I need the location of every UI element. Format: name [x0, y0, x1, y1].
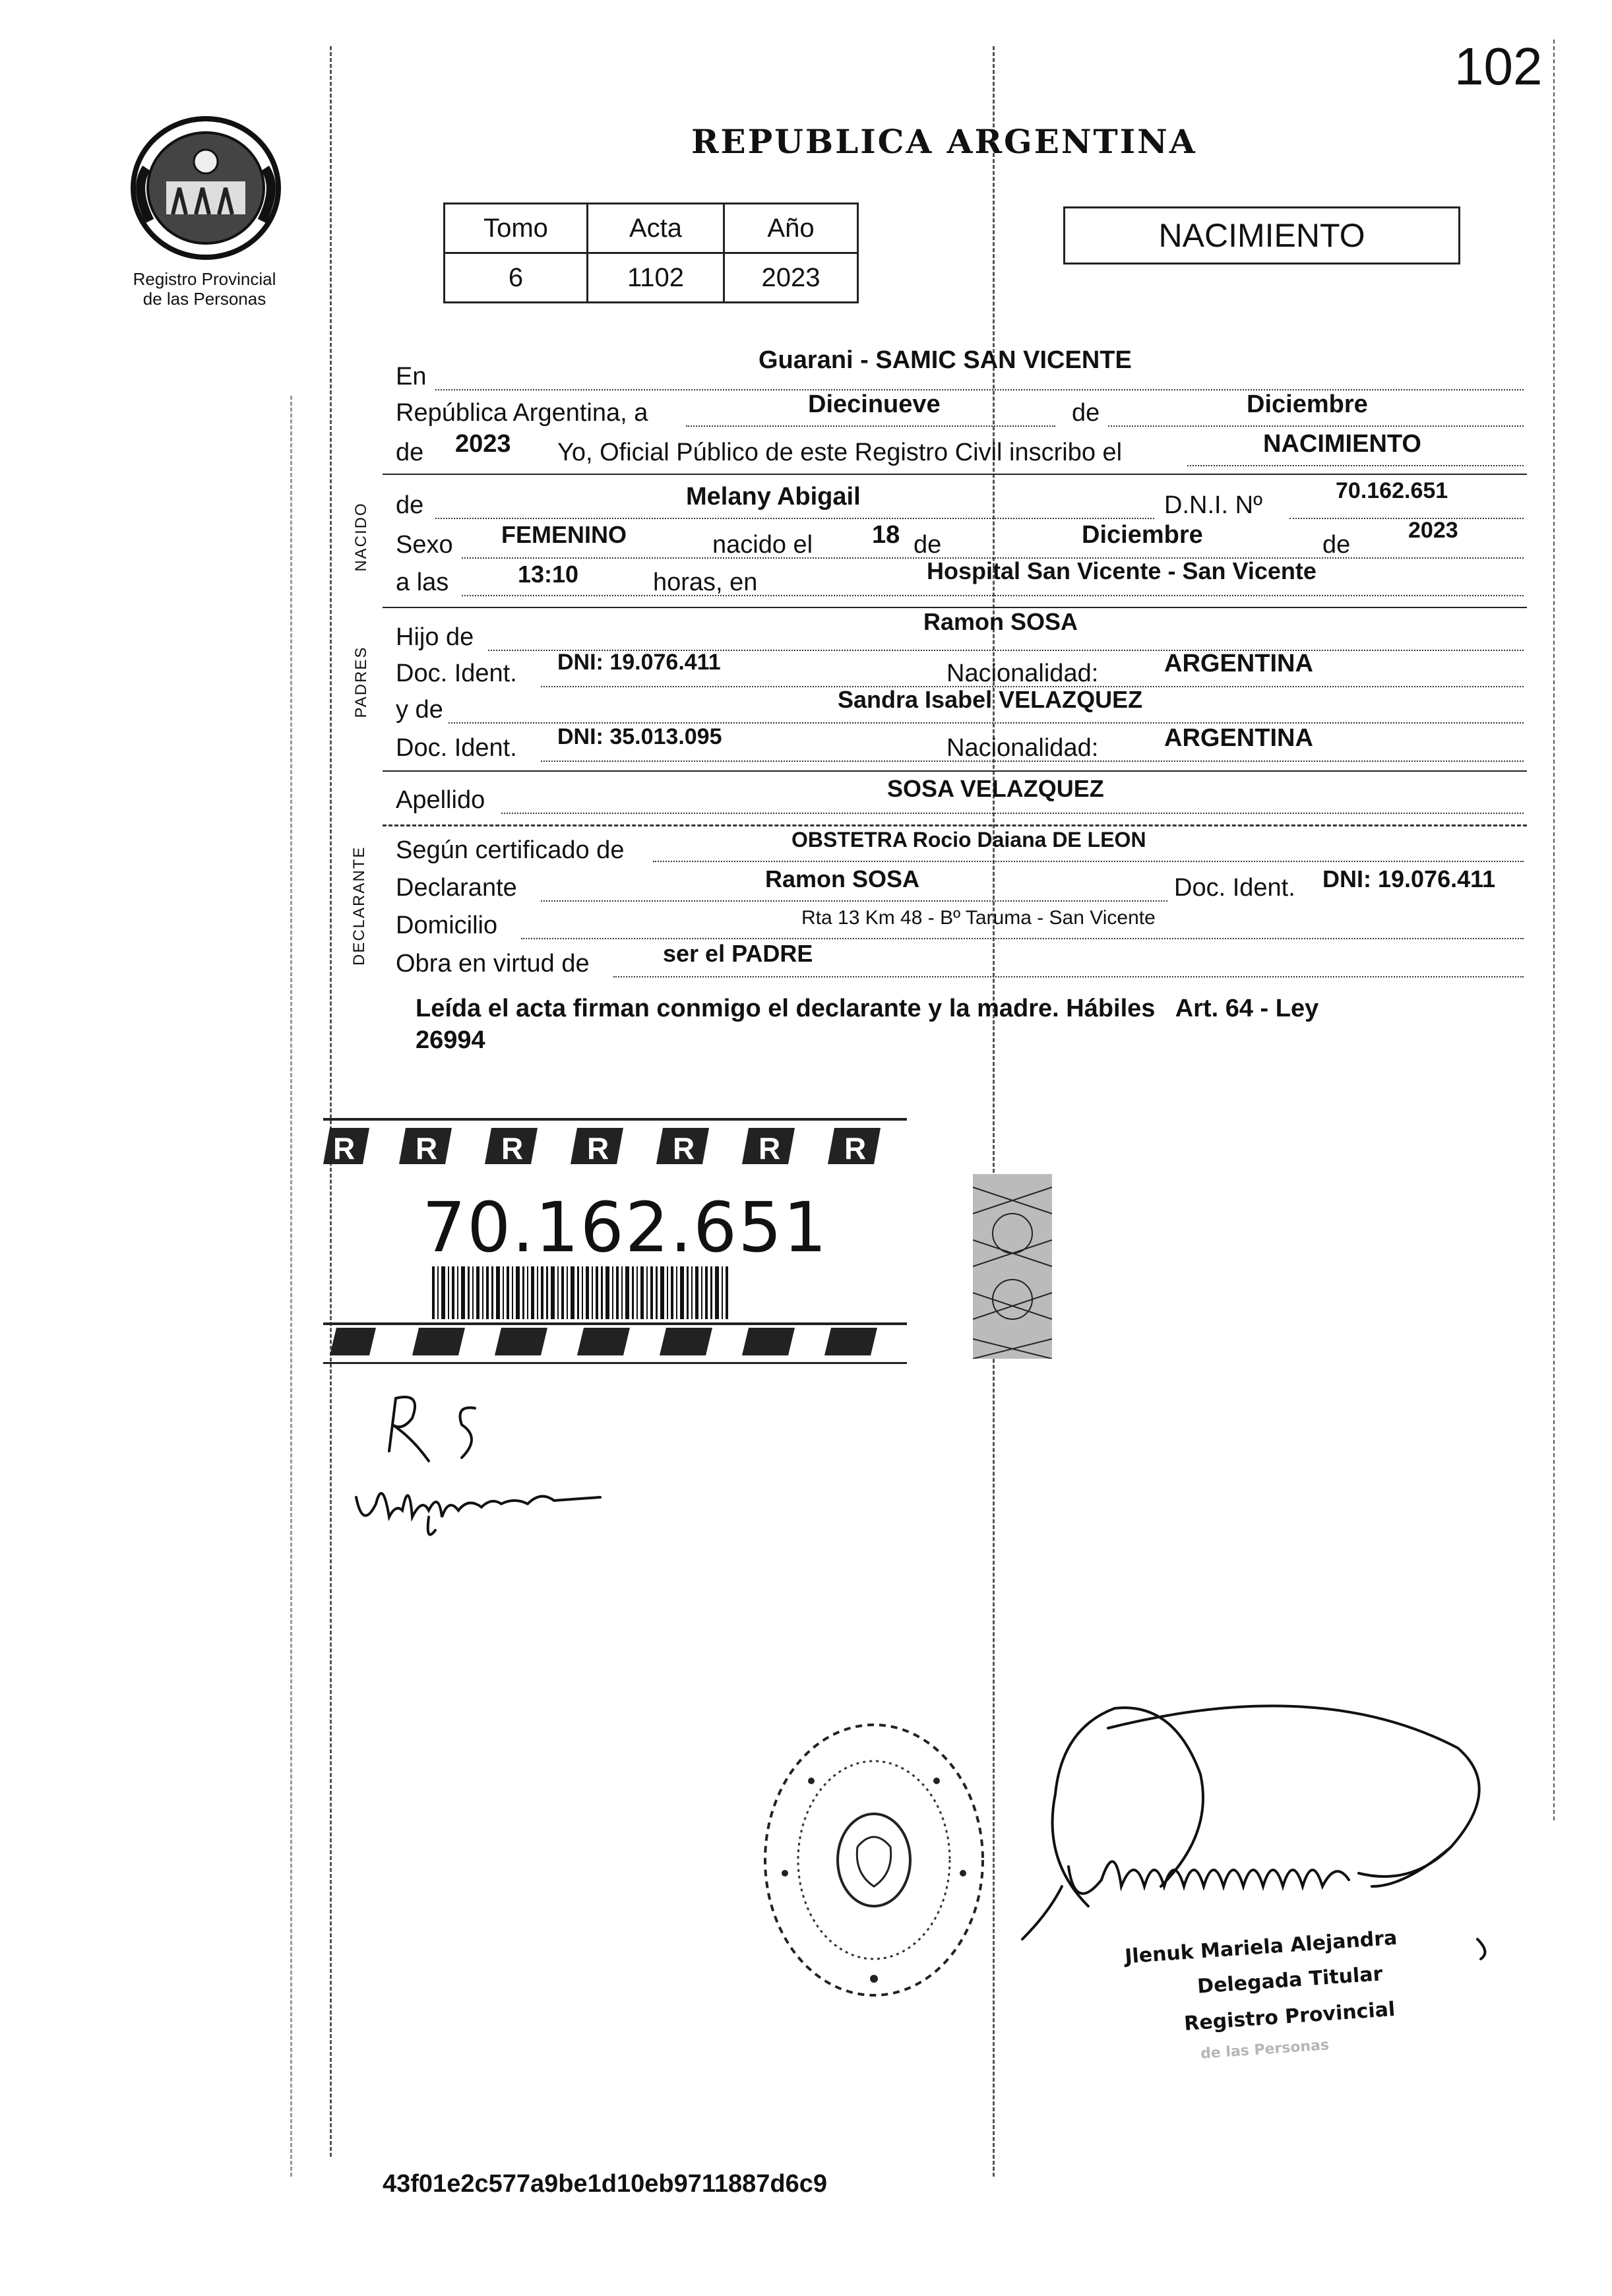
segun-value: OBSTETRA Rocio Daiana DE LEON: [791, 828, 1146, 852]
label-number: 70.162.651: [422, 1187, 828, 1268]
dni-label: D.N.I. Nº: [1164, 491, 1262, 519]
domicilio-line: [521, 938, 1524, 939]
segun-line: [653, 861, 1524, 862]
official-stamp: [745, 1702, 1003, 2018]
record-type-box: [1063, 206, 1460, 264]
record-type: NACIMIENTO: [1158, 217, 1365, 254]
horas-label: horas, en: [653, 569, 758, 596]
misiones-seal-icon: [120, 109, 292, 267]
declarant-signature: [350, 1379, 679, 1550]
yde-label: y de: [396, 696, 443, 724]
acta-value: 1102: [588, 253, 724, 303]
registry-name: [106, 269, 303, 309]
document-hash: 43f01e2c577a9be1d10eb9711887d6c9: [383, 2170, 828, 2198]
obra-label: Obra en virtud de: [396, 950, 590, 977]
doc-label: Doc. Ident.: [396, 660, 517, 687]
apellido-value: SOSA VELAZQUEZ: [887, 775, 1104, 802]
sexo-label: Sexo: [396, 531, 453, 559]
mes-line: [1108, 425, 1524, 427]
madre-doc: DNI: 35.013.095: [557, 724, 722, 749]
nombre-value: Melany Abigail: [686, 483, 861, 511]
left-margin-fold: [330, 46, 332, 2157]
official-signature: [1003, 1689, 1537, 1966]
de2-label: de: [396, 439, 424, 466]
officer-line-4: de las Personas: [1200, 2037, 1330, 2063]
divider-4: [383, 824, 1527, 826]
nac-label: Nacionalidad:: [946, 660, 1099, 687]
obra-value: ser el PADRE: [663, 940, 813, 967]
page-number: 102: [1454, 37, 1543, 96]
svg-text:R: R: [501, 1131, 524, 1165]
madre-line: [449, 722, 1524, 724]
padre-doc: DNI: 19.076.411: [557, 650, 721, 675]
padre-nac: ARGENTINA: [1164, 650, 1313, 677]
svg-text:R: R: [759, 1131, 781, 1165]
anio-value: 2023: [724, 253, 858, 303]
lugar-value: Hospital San Vicente - San Vicente: [927, 557, 1317, 584]
inscribo-line: [1187, 465, 1524, 466]
obra-line: [613, 976, 1524, 977]
apellido-label: Apellido: [396, 786, 485, 814]
apellido-line: [501, 813, 1524, 814]
de5-label: de: [1322, 531, 1351, 559]
nac-anio: 2023: [1408, 518, 1458, 543]
alas-label: a las: [396, 569, 449, 596]
anio-value-field: 2023: [455, 430, 511, 458]
doc2-label: Doc. Ident.: [396, 734, 517, 762]
tomo-header: Tomo: [445, 204, 588, 253]
hologram-icon: [973, 1174, 1052, 1359]
closing-line-1: Leída el acta firman conmigo el declarante y la madre. Hábiles Art. 64 - Ley: [416, 995, 1319, 1022]
officer-line-2: Delegada Titular: [1196, 1962, 1384, 1999]
left-edge-marks: [290, 396, 292, 2177]
dni-value: 70.162.651: [1336, 478, 1448, 503]
closing-text: [416, 993, 1318, 1056]
hora-value: 13:10: [518, 561, 579, 588]
svg-text:R: R: [844, 1131, 867, 1165]
en-value: Guarani - SAMIC SAN VICENTE: [759, 346, 1132, 374]
side-label-nacido: NACIDO: [352, 502, 370, 572]
country-title: REPUBLICA ARGENTINA: [691, 122, 1197, 161]
republica-label: República Argentina, a: [396, 399, 648, 427]
domicilio-value: Rta 13 Km 48 - Bº Taruma - San Vicente: [801, 907, 1156, 929]
divider-3: [383, 770, 1527, 772]
record-table: [443, 202, 859, 303]
domicilio-label: Domicilio: [396, 912, 498, 939]
dia-value: Diecinueve: [808, 390, 941, 418]
segun-label: Según certificado de: [396, 836, 625, 864]
sexo-value: FEMENINO: [501, 521, 627, 548]
side-label-declarante: DECLARANTE: [350, 846, 368, 966]
madre-value: Sandra Isabel VELAZQUEZ: [838, 686, 1143, 713]
inscribo-value: NACIMIENTO: [1263, 430, 1421, 458]
declarante-doc: DNI: 19.076.411: [1322, 865, 1496, 892]
hijo-label: Hijo de: [396, 623, 474, 651]
declarante-value: Ramon SOSA: [765, 865, 920, 892]
mes-value: Diciembre: [1247, 390, 1368, 418]
declarante-line: [541, 900, 1167, 902]
handwritten-signature-icon: [350, 1379, 679, 1550]
dia-line: [686, 425, 1055, 427]
nombre-line: [435, 518, 1154, 519]
nac-dia: 18: [872, 521, 900, 549]
round-stamp-icon: [745, 1702, 1003, 2018]
hologram: [973, 1174, 1052, 1359]
anio-header: Año: [724, 204, 858, 253]
padre-value: Ramon SOSA: [923, 608, 1078, 635]
de3-label: de: [396, 491, 424, 519]
de-label: de: [1072, 399, 1100, 427]
madre-nac: ARGENTINA: [1164, 724, 1313, 752]
nac-mes: Diciembre: [1082, 521, 1203, 549]
declarante-label: Declarante: [396, 874, 517, 902]
divider-1: [383, 474, 1527, 475]
svg-text:R: R: [587, 1131, 609, 1165]
de4-label: de: [914, 531, 942, 559]
officer-signature-icon: [1003, 1689, 1537, 1966]
province-seal: [120, 109, 292, 267]
registry-line-1: Registro Provincial: [133, 269, 276, 289]
dni-line: [1289, 518, 1524, 519]
nacido-label: nacido el: [712, 531, 813, 559]
svg-text:R: R: [333, 1131, 356, 1165]
record-header-row: [445, 204, 858, 253]
madre-doc-line: [541, 760, 1524, 762]
registry-line-2: de las Personas: [142, 289, 266, 309]
officer-line-3: Registro Provincial: [1183, 1997, 1396, 2036]
closing-line-2: 26994: [416, 1026, 485, 1054]
tomo-value: 6: [445, 253, 588, 303]
doc3-label: Doc. Ident.: [1174, 874, 1295, 902]
oficial-text: Yo, Oficial Público de este Registro Civil inscribo el: [557, 439, 1123, 466]
svg-text:R: R: [416, 1131, 438, 1165]
right-edge-fold: [1553, 40, 1555, 1820]
record-value-row: [445, 253, 858, 303]
en-label: En: [396, 363, 427, 390]
side-label-padres: PADRES: [352, 646, 370, 718]
security-label: [323, 1118, 907, 1365]
hora-line: [462, 595, 1524, 596]
nac2-label: Nacionalidad:: [946, 734, 1099, 762]
svg-text:R: R: [673, 1131, 695, 1165]
officer-line-1: Jlenuk Mariela Alejandra: [1124, 1926, 1398, 1969]
acta-header: Acta: [588, 204, 724, 253]
